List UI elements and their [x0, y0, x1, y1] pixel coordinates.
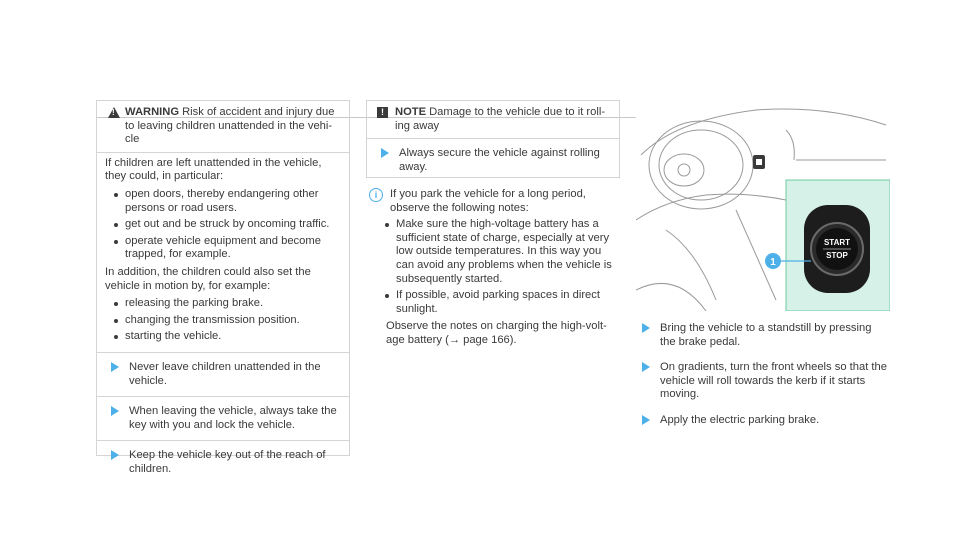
warning-header — [97, 101, 349, 153]
divider — [97, 440, 349, 441]
note-icon: ! — [377, 107, 388, 118]
instruction-step — [375, 147, 611, 174]
callout-number: 1 — [770, 257, 776, 268]
note-title: Damage to the vehicle due to it roll- ing away — [395, 106, 606, 132]
start-stop-figure — [636, 100, 890, 311]
step-arrow-icon — [111, 406, 119, 416]
step-arrow-icon — [381, 148, 389, 158]
info-block — [366, 188, 620, 348]
instruction-step — [636, 414, 890, 428]
step-text: Never leave children unattended in the vehicle. — [129, 360, 321, 387]
note-header — [367, 101, 619, 139]
step-arrow-icon — [111, 362, 119, 372]
step-text: Bring the vehicle to a standstill by pressing the brake pedal. — [660, 322, 872, 348]
step-text: When leaving the vehicle, always take the key with you and lock the vehicle. — [129, 405, 337, 431]
list-item: If possible, avoid parking spaces in direct sunlight. — [376, 289, 620, 316]
instruction-step — [105, 361, 341, 388]
right-steps — [636, 322, 890, 428]
list-item: get out and be struck by oncoming traffic. — [105, 218, 341, 232]
warning-title: Risk of accident and injury due to leaving children unattended in the vehi- cle — [125, 106, 335, 146]
info-outro: Observe the notes on charging the high-volt- age battery (→ page 166). — [386, 320, 607, 346]
step-text: Keep the vehicle key out of the reach of children. — [129, 449, 326, 475]
info-bullets — [366, 218, 620, 316]
list-item: changing the transmission position. — [105, 314, 341, 328]
instruction-step — [105, 449, 341, 476]
step-text: Always secure the vehicle against rolling away. — [399, 147, 600, 173]
info-icon: i — [369, 188, 383, 202]
note-label: NOTE — [395, 106, 427, 118]
stop-label: STOP — [826, 251, 848, 260]
step-arrow-icon — [111, 450, 119, 460]
list-item: starting the vehicle. — [105, 330, 341, 344]
info-intro — [366, 188, 620, 215]
divider — [97, 352, 349, 353]
list-item: Make sure the high-voltage battery has a sufficient state of charge, especially at very low outside temperatures. In this way you can avoid any problems when the vehicle is subsequently started. — [376, 218, 620, 286]
warning-intro-2: In addition, the children could also set the vehicle in motion by, for example: — [105, 265, 311, 292]
warning-intro: If children are left unattended in the vehicle, they could, in particular: — [105, 156, 322, 183]
warning-bullets-2 — [105, 297, 341, 344]
step-arrow-icon — [642, 362, 650, 372]
start-label: START — [823, 238, 851, 247]
warning-box — [96, 100, 350, 475]
warning-label: WARNING — [125, 106, 180, 118]
list-item: open doors, thereby endangering other persons or road users. — [105, 188, 341, 215]
instruction-step — [105, 405, 341, 432]
instruction-step — [636, 322, 890, 349]
warning-bullets — [105, 188, 341, 262]
step-arrow-icon — [642, 415, 650, 425]
instruction-step — [636, 361, 890, 402]
list-item: releasing the parking brake. — [105, 297, 341, 311]
divider — [97, 396, 349, 397]
step-text: On gradients, turn the front wheels so that the vehicle will roll towards the kerb if it starts moving. — [660, 361, 887, 401]
info-intro-text: If you park the vehicle for a long period, observe the following notes: — [390, 188, 586, 214]
list-item: operate vehicle equipment and become trapped, for example. — [105, 235, 341, 262]
warning-icon — [108, 107, 120, 118]
step-text: Apply the electric parking brake. — [660, 413, 820, 426]
step-arrow-icon — [642, 323, 650, 333]
note-box — [366, 100, 620, 178]
